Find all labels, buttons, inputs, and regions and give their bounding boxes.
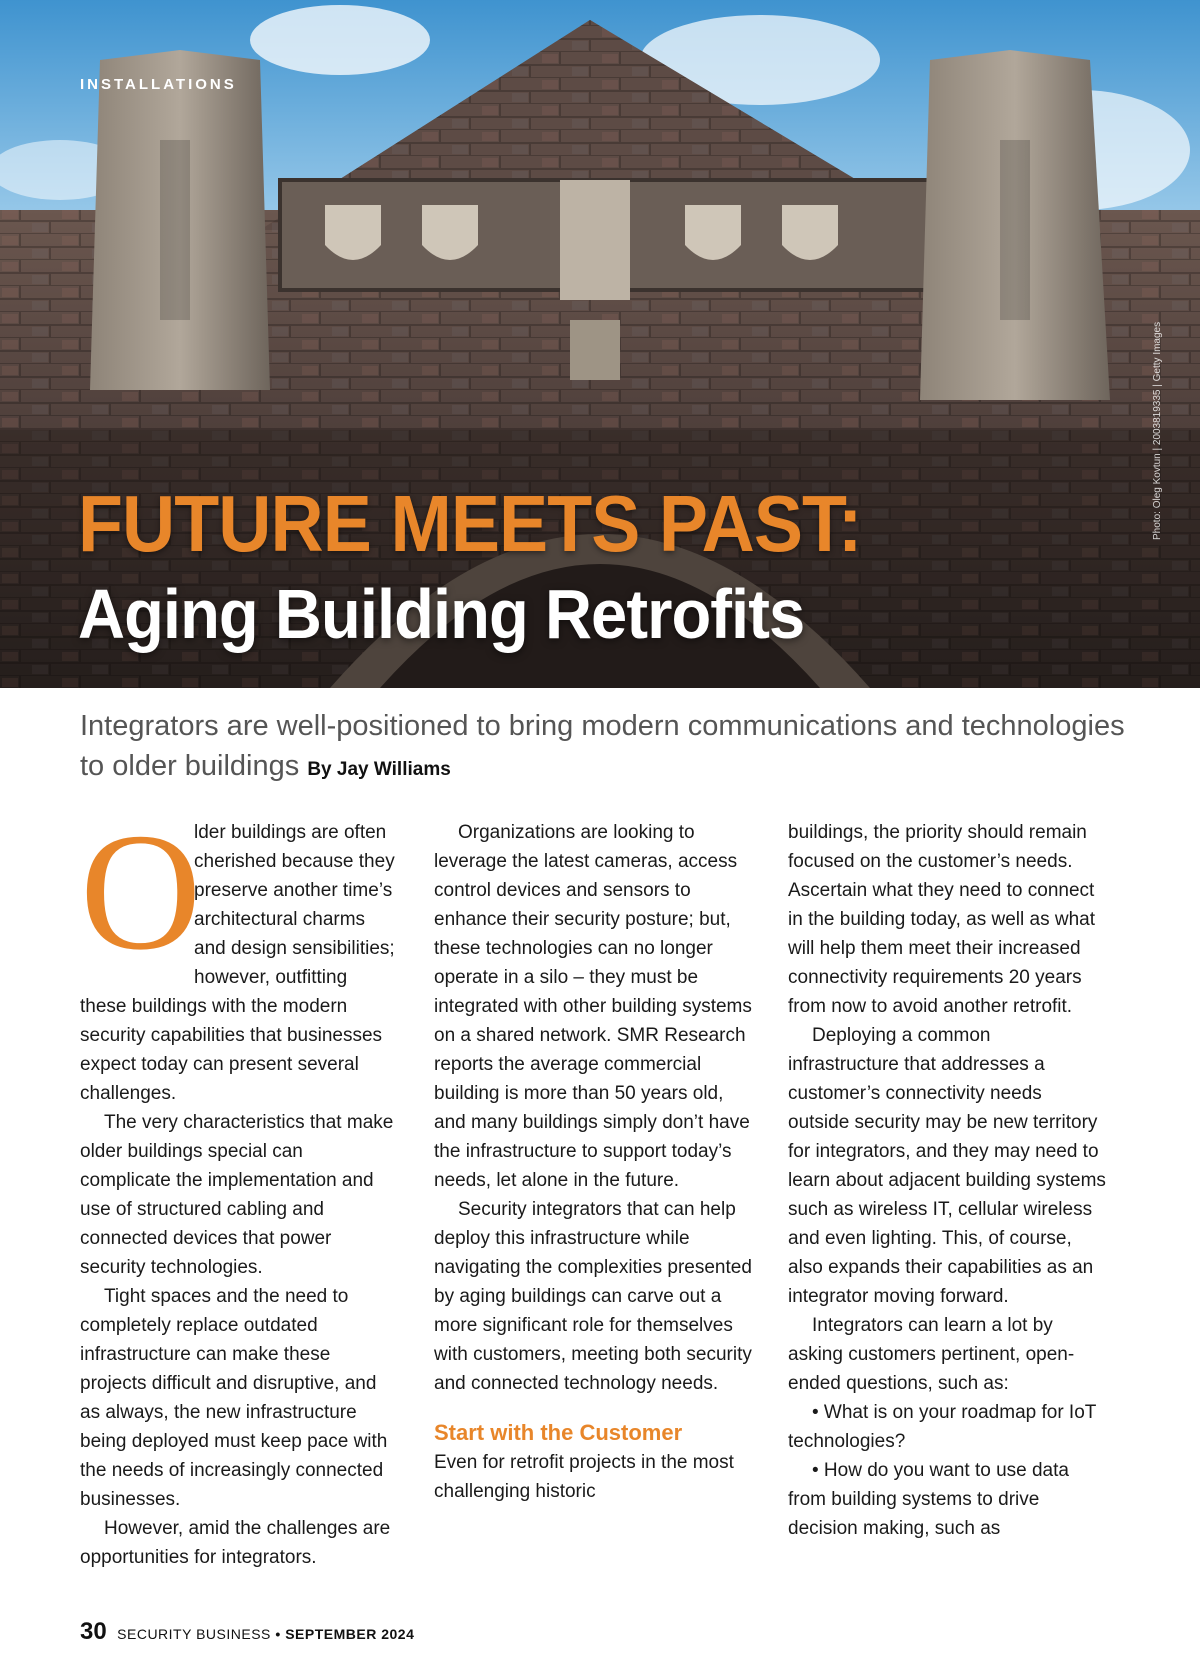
byline: By Jay Williams <box>307 759 451 780</box>
headline-secondary: Aging Building Retrofits <box>78 575 805 653</box>
paragraph: Tight spaces and the need to completely replace outdated infrastructure can make these projects difficult and disruptive, and as always, the new infrastructure being deployed must keep pace with the needs of increasingly connected businesses. <box>80 1286 388 1510</box>
hero-photo <box>0 0 1200 688</box>
paragraph: However, amid the challenges are opportunities for integrators. <box>80 1518 391 1568</box>
photo-credit: Photo: Oleg Kovtun | 2003819335 | Getty Images <box>1152 321 1163 540</box>
deck-text: Integrators are well-positioned to bring modern communications and technologies to older buildings <box>80 710 1125 782</box>
bullet-item: • What is on your roadmap for IoT technologies? <box>788 1402 1097 1452</box>
paragraph: lder buildings are often cherished because they preserve another time’s architectural charms and design sensibilities; however, outfitting these buildings with the modern security capabilities that businesses expect today can present several challenges. <box>80 822 395 1104</box>
paragraph: Even for retrofit projects in the most challenging historic <box>434 1452 734 1502</box>
paragraph: Organizations are looking to leverage the latest cameras, access control devices and sensors to enhance their security posture; but, these technologies can no longer operate in a silo – they must be integrated with other building systems on a shared network. SMR Research reports the average commercial building is more than 50 years old, and many buildings simply don’t have the infrastructure to support today’s needs, let alone in the future. <box>434 822 752 1191</box>
headline-primary: FUTURE MEETS PAST: <box>78 479 862 568</box>
article-deck <box>80 706 1140 790</box>
drop-cap: O <box>80 799 202 985</box>
bullet-item: • How do you want to use data from building systems to drive decision making, such as <box>788 1460 1069 1539</box>
section-subhead: Start with the Customer <box>434 1420 683 1445</box>
paragraph: Deploying a common infrastructure that addresses a customer’s connectivity needs outside security may be new territory for integrators, and they may need to learn about adjacent building systems such as wireless IT, cellular wireless and even lighting. This, of course, also expands their capabilities as an integrator moving forward. <box>788 1025 1106 1307</box>
paragraph: buildings, the priority should remain focused on the customer’s needs. Ascertain what they need to connect in the building today, as well as what will help them meet their increased connectivity requirements 20 years from now to avoid another retrofit. <box>788 822 1095 1017</box>
paragraph: Security integrators that can help deploy this infrastructure while navigating the complexities presented by aging buildings can carve out a more significant role for themselves with customers, meeting both security and connected technology needs. <box>434 1199 752 1394</box>
article-column-1 <box>80 799 398 1572</box>
page-number: 30 <box>80 1618 107 1645</box>
paragraph: The very characteristics that make older buildings special can complicate the implementation and use of structured cabling and connected devices that power security technologies. <box>80 1112 394 1278</box>
magazine-name: SECURITY BUSINESS <box>117 1626 271 1642</box>
article-column-2 <box>434 818 752 1506</box>
section-label: INSTALLATIONS <box>80 76 237 93</box>
paragraph: Integrators can learn a lot by asking customers pertinent, open-ended questions, such as: <box>788 1315 1075 1394</box>
page-footer <box>80 1618 414 1646</box>
footer-separator: • <box>275 1626 281 1642</box>
issue-date: SEPTEMBER 2024 <box>285 1626 415 1642</box>
article-column-3 <box>788 818 1106 1543</box>
